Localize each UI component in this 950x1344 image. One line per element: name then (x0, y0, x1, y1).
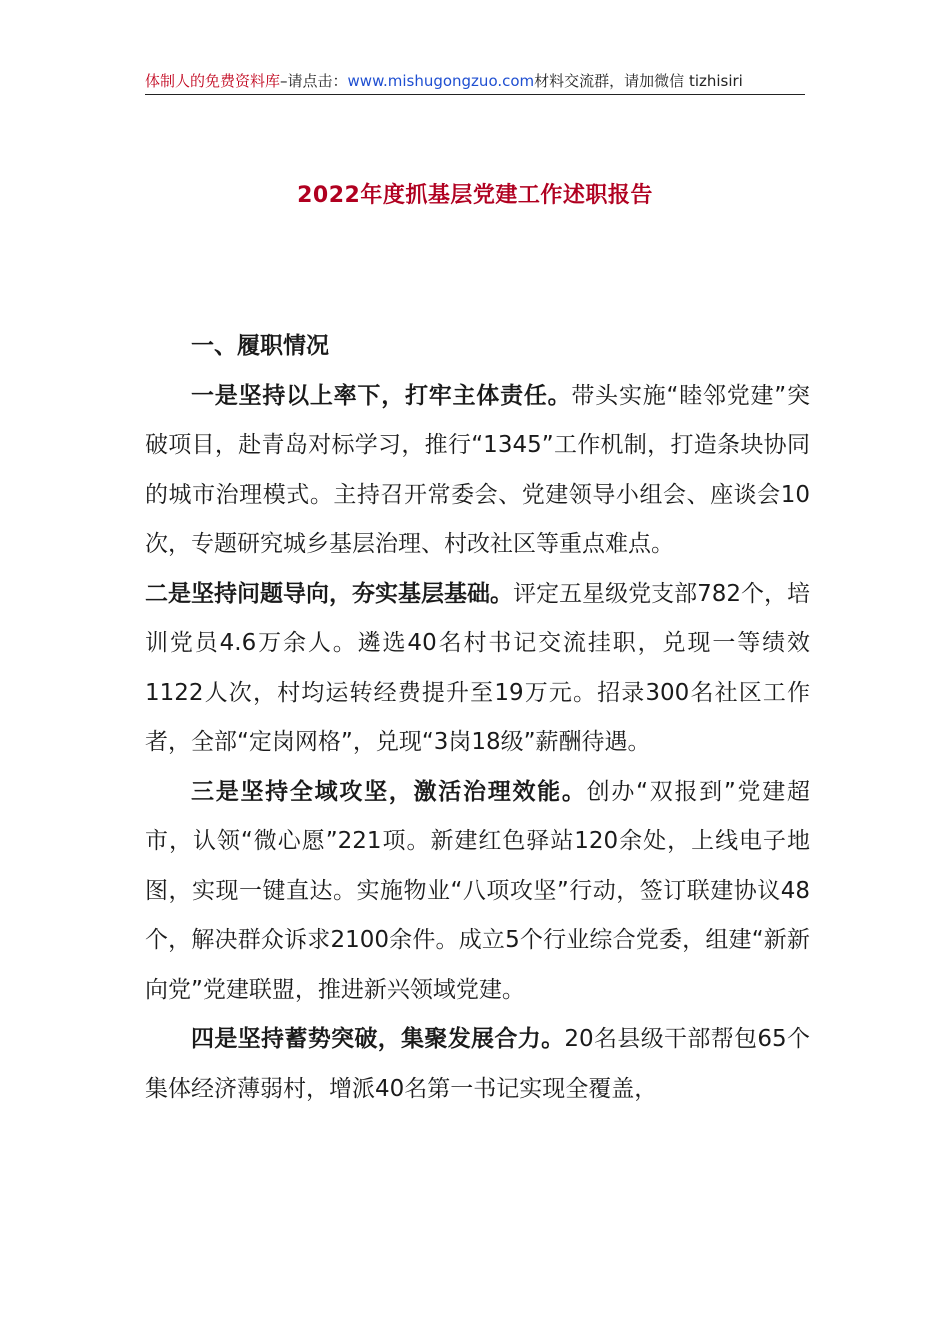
header-url-link[interactable]: www.mishugongzuo.com (347, 72, 535, 90)
header-wechat-note: 材料交流群，请加微信 tizhisiri (534, 72, 743, 90)
document-title: 2022年度抓基层党建工作述职报告 (297, 183, 653, 208)
paragraph-4-lead: 四是坚持蓄势突破，集聚发展合力。 (191, 1026, 565, 1052)
section-heading: 一、履职情况 (191, 333, 329, 359)
header-prompt: –请点击： (280, 72, 348, 90)
paragraph-2-lead: 二是坚持问题导向，夯实基层基础。 (145, 580, 514, 607)
paragraph-3-body: 创办“双报到”党建超市，认领“微心愿”221项。新建红色驿站120余处，上线电子地图，实现一键直达。实施物业“八项攻坚”行动，签订联建协议48个，解决群众诉求2100余件。成立5个行业综合党委，组建“新新向党”党建联盟，推进新兴领域党建。 (145, 778, 810, 1003)
paragraph-1 (145, 372, 810, 570)
header-brand: 体制人的免费资料库 (145, 72, 281, 90)
page-header (145, 68, 805, 95)
paragraph-3-lead: 三是坚持全域攻坚，激活治理效能。 (191, 778, 587, 805)
paragraph-2 (145, 570, 810, 768)
paragraph-4-body: 20名县级干部帮包65个集体经济薄弱村，增派40名第一书记实现全覆盖， (145, 1026, 810, 1102)
paragraph-4 (145, 1015, 810, 1114)
paragraph-2-body: 评定五星级党支部782个，培训党员4.6万余人。遴选40名村书记交流挂职，兑现一等绩效1122人次，村均运转经费提升至19万元。招录300名社区工作者，全部“定岗网格”，兑现“3岗18级”薪酬待遇。 (145, 580, 811, 755)
paragraph-3 (145, 768, 810, 1016)
paragraph-1-lead: 一是坚持以上率下，打牢主体责任。 (191, 382, 572, 409)
paragraph-1-body: 带头实施“睦邻党建”突破项目，赴青岛对标学习，推行“1345”工作机制，打造条块协同的城市治理模式。主持召开常委会、党建领导小组会、座谈会10次，专题研究城乡基层治理、村改社区等重点难点。 (145, 382, 810, 557)
document-body (145, 322, 810, 1114)
